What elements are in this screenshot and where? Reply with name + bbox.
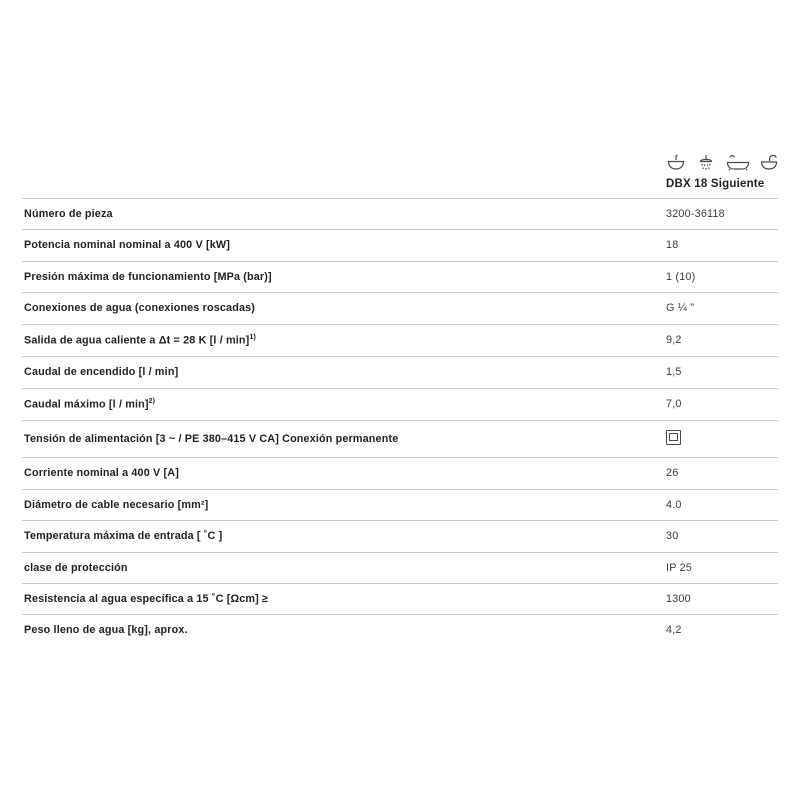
icons-spacer-cell [22,140,666,178]
row-label: Caudal de encendido [l / min] [22,357,666,388]
row-value: IP 25 [666,552,778,583]
row-value: 9,2 [666,324,778,356]
row-label: Diámetro de cable necesario [mm²] [22,489,666,520]
row-value: 1300 [666,584,778,615]
model-spacer-cell [22,178,666,199]
table-row [22,584,778,615]
row-value: 7,0 [666,388,778,420]
table-row [22,458,778,489]
table-row [22,324,778,356]
row-label: Número de pieza [22,199,666,230]
table-row [22,230,778,261]
row-label: Conexiones de agua (conexiones roscadas) [22,293,666,324]
row-label-text: Caudal máximo [l / min] [24,398,149,411]
row-label: Resistencia al agua específica a 15 ˚C [Ωcm] ≥ [22,584,666,615]
application-icon-set [666,154,778,178]
row-label: Presión máxima de funcionamiento [MPa (bar)] [22,261,666,292]
table-row [22,199,778,230]
specifications-table [22,140,778,646]
shower-icon [696,154,716,172]
washbasin-icon [666,154,686,172]
row-label [22,388,666,420]
row-label: Potencia nominal nominal a 400 V [kW] [22,230,666,261]
row-value: 4,2 [666,615,778,646]
application-icons-row [22,140,778,178]
application-icons-cell [666,140,778,178]
row-value: 30 [666,521,778,552]
row-label: Temperatura máxima de entrada [ ˚C ] [22,521,666,552]
row-value: 1,5 [666,357,778,388]
table-row [22,388,778,420]
row-value: 3200-36118 [666,199,778,230]
kitchen-sink-icon [760,154,778,172]
table-row [22,357,778,388]
table-row [22,552,778,583]
table-row [22,615,778,646]
bathtub-icon [726,154,750,172]
row-value-icon [666,420,778,457]
row-value: 18 [666,230,778,261]
model-name-row [22,178,778,199]
table-row [22,489,778,520]
row-label-text: Salida de agua caliente a Δt = 28 K [l / min] [24,334,250,347]
table-row [22,293,778,324]
double-insulation-icon [666,430,681,445]
row-value: G ¼ " [666,293,778,324]
row-label: clase de protección [22,552,666,583]
table-row [22,261,778,292]
footnote-marker: 2) [148,397,156,405]
model-name: DBX 18 Siguiente [666,178,765,190]
table-row [22,521,778,552]
table-row [22,420,778,457]
row-label: Peso lleno de agua [kg], aprox. [22,615,666,646]
row-value: 4.0 [666,489,778,520]
row-value: 1 (10) [666,261,778,292]
footnote-marker: 1) [249,333,256,341]
row-label: Corriente nominal a 400 V [A] [22,458,666,489]
row-label [22,324,666,356]
row-label: Tensión de alimentación [3 ~ / PE 380–415 V CA] Conexión permanente [22,420,666,457]
table-body [22,140,778,646]
row-value: 26 [666,458,778,489]
